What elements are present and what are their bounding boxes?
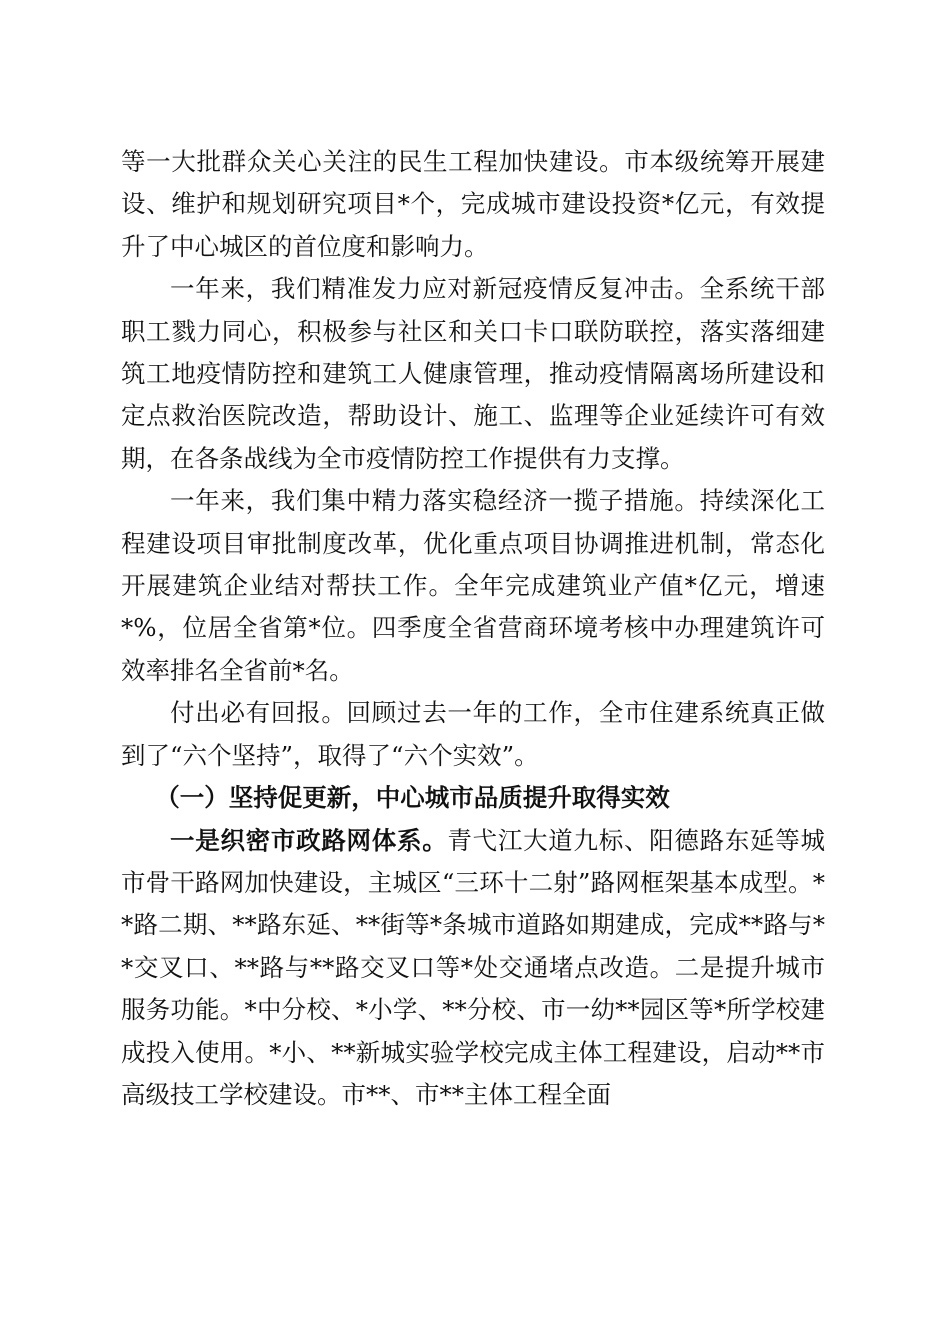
paragraph-six-achievements: 付出必有回报。回顾过去一年的工作，全市住建系统真正做到了“六个坚持”，取得了“六个实效”。: [121, 698, 825, 770]
paragraph-lead-phrase: 一是织密市政路网体系。: [170, 825, 448, 855]
paragraph-road-network-text: 青弋江大道九标、阳德路东延等城市骨干路网加快建设，主城区“三环十二射”路网框架基本成型。**路二期、**路东延、**街等*条城市道路如期建成，完成**路与**交叉口、**路与**路交叉口等*处交通堵点改造。二是提升城市服务功能。*中分校、*小学、**分校、市一幼**园区等*所学校建成投入使用。*小、**新城实验学校完成主体工程建设，启动**市高级技工学校建设。市**、市**主体工程全面: [121, 825, 826, 1109]
section-heading-1: （一）坚持促更新，中心城市品质提升取得实效: [155, 783, 670, 813]
paragraph-road-network: [121, 820, 825, 1117]
paragraph-continuation: 等一大批群众关心关注的民生工程加快建设。市本级统筹开展建设、维护和规划研究项目*个，完成城市建设投资*亿元，有效提升了中心城区的首位度和影响力。: [121, 147, 825, 261]
paragraph-epidemic-response: 一年来，我们精准发力应对新冠疫情反复冲击。全系统干部职工戮力同心，积极参与社区和关口卡口联防联控，落实落细建筑工地疫情防控和建筑工人健康管理，推动疫情隔离场所建设和定点救治医院改造，帮助设计、施工、监理等企业延续许可有效期，在各条战线为全市疫情防控工作提供有力支撑。: [121, 274, 825, 473]
paragraph-stable-economy: 一年来，我们集中精力落实稳经济一揽子措施。持续深化工程建设项目审批制度改革，优化重点项目协调推进机制，常态化开展建筑企业结对帮扶工作。全年完成建筑业产值*亿元，增速*%，位居全省第*位。四季度全省营商环境考核中办理建筑许可效率排名全省前*名。: [121, 486, 825, 685]
document-body: [121, 141, 825, 1116]
